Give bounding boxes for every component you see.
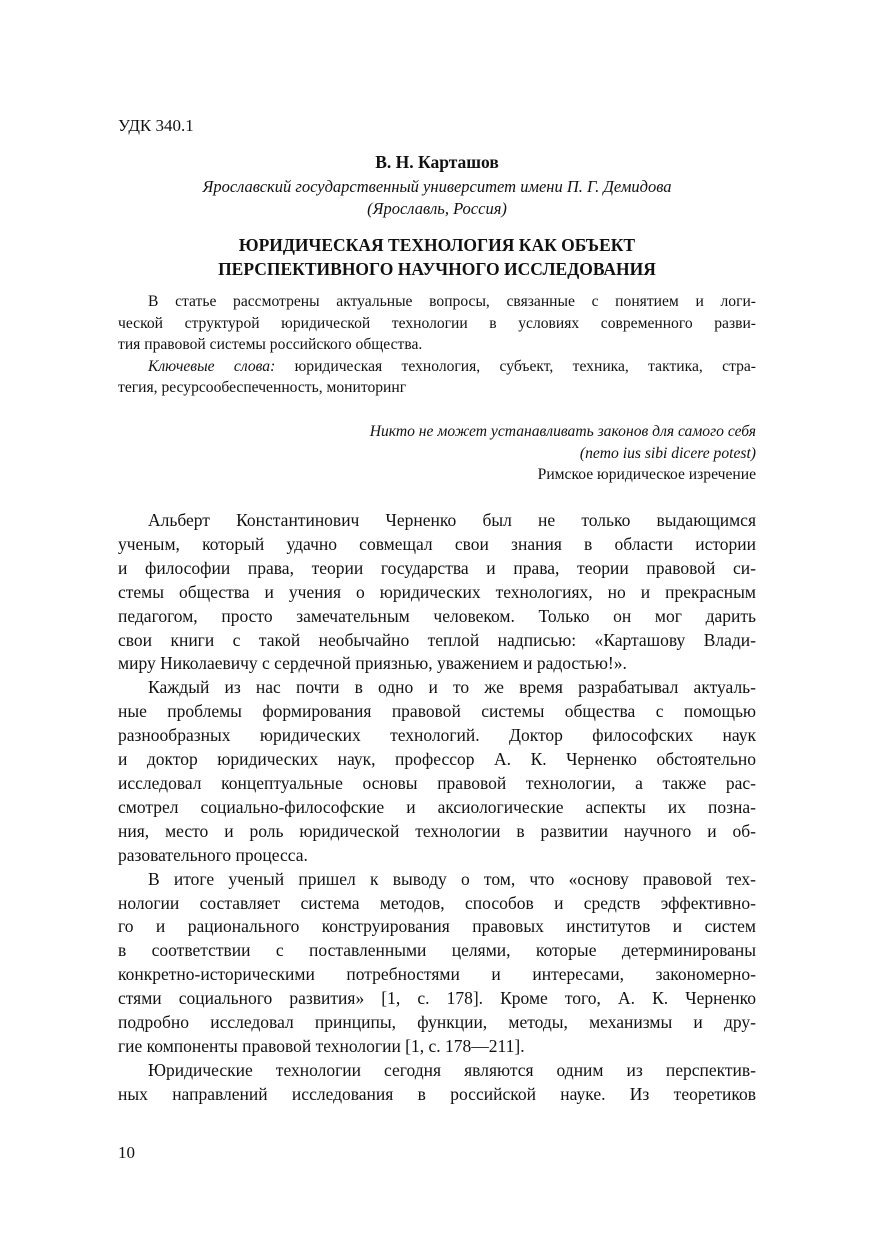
- text-line: смотрел социально-философские и аксиологические аспекты их позна-: [118, 796, 756, 817]
- page-number: 10: [118, 1143, 135, 1162]
- keywords-text: юридическая технология, субъект, техника, тактика, стра-: [294, 357, 756, 375]
- article-body: [118, 509, 756, 1107]
- body-paragraph: [118, 509, 756, 676]
- text-line: и философии права, теории государства и права, теории правовой си-: [118, 557, 756, 578]
- text-line: тегия, ресурсообеспеченность, мониторинг: [118, 379, 407, 397]
- text-line: ных направлений исследования в российской науке. Из теоретиков: [118, 1083, 756, 1104]
- text-line: разнообразных юридических технологий. Доктор философских наук: [118, 725, 756, 746]
- text-line: нологии составляет система методов, способов и средств эффективно-: [118, 892, 756, 913]
- document-page: [118, 0, 756, 1241]
- text-line: стями социального развития» [1, с. 178]. Кроме того, А. К. Черненко: [118, 988, 756, 1009]
- text-line: Каждый из нас почти в одно и то же время разрабатывал актуаль-: [148, 677, 756, 698]
- epigraph-source: Римское юридическое изречение: [537, 466, 756, 484]
- text-line: Альберт Константинович Черненко был не только выдающимся: [148, 510, 756, 530]
- title-line: ЮРИДИЧЕСКАЯ ТЕХНОЛОГИЯ КАК ОБЪЕКТ: [238, 235, 636, 255]
- text-line: ния, место и роль юридической технологии в развитии научного и об-: [118, 820, 756, 841]
- author-affiliation: [118, 176, 756, 220]
- text-line: ученым, который удачно совмещал свои знания в области истории: [118, 533, 756, 554]
- epigraph-quote: Никто не может устанавливать законов для самого себя: [369, 423, 756, 440]
- affiliation-line: (Ярославль, Россия): [367, 199, 507, 218]
- epigraph: [118, 421, 756, 486]
- text-line: свои книги с такой необычайно теплой надписью: «Карташову Влади-: [118, 629, 756, 650]
- text-line: Юридические технологии сегодня являются одним из перспектив-: [148, 1059, 756, 1080]
- body-paragraph: [118, 676, 756, 867]
- text-line: конкретно-историческими потребностями и интересами, закономерно-: [118, 964, 756, 985]
- author-name: В. Н. Карташов: [375, 152, 499, 172]
- udk-code: УДК 340.1: [118, 116, 194, 135]
- text-line: [118, 356, 756, 378]
- title-line: ПЕРСПЕКТИВНОГО НАУЧНОГО ИССЛЕДОВАНИЯ: [218, 259, 656, 279]
- text-line: ные проблемы формирования правовой системы общества с помощью: [118, 701, 756, 722]
- body-paragraph: [118, 1059, 756, 1107]
- epigraph-latin: (nemo ius sibi dicere potest): [579, 444, 756, 462]
- text-line: го и рационального конструирования правовых институтов и систем: [118, 916, 756, 937]
- affiliation-line: Ярославский государственный университет имени П. Г. Демидова: [202, 177, 672, 196]
- text-line: миру Николаевичу с сердечной приязнью, уважением и радостью!».: [118, 653, 627, 674]
- text-line: гие компоненты правовой технологии [1, с. 178—211].: [118, 1035, 525, 1056]
- text-line: и доктор юридических наук, профессор А. К. Черненко обстоятельно: [118, 749, 756, 770]
- text-line: ческой структурой юридической технологии в условиях современного разви-: [118, 314, 756, 332]
- abstract-text: [118, 291, 756, 356]
- text-line: В статье рассмотрены актуальные вопросы, связанные с понятием и логи-: [148, 293, 756, 310]
- article-title: [118, 233, 756, 281]
- text-line: стемы общества и учения о юридических технологиях, но и прекрасным: [118, 581, 756, 602]
- text-line: исследовал концептуальные основы правовой технологии, а также рас-: [118, 772, 756, 793]
- abstract: [118, 291, 756, 399]
- body-paragraph: [118, 868, 756, 1059]
- text-line: разовательного процесса.: [118, 844, 308, 865]
- text-line: подробно исследовал принципы, функции, методы, механизмы и дру-: [118, 1012, 756, 1033]
- keywords: [118, 356, 756, 399]
- keywords-label: Ключевые слова:: [148, 357, 276, 375]
- text-line: В итоге ученый пришел к выводу о том, что «основу правовой тех-: [148, 868, 756, 889]
- text-line: в соответствии с поставленными целями, которые детерминированы: [118, 940, 756, 961]
- text-line: педагогом, просто замечательным человеком. Только он мог дарить: [118, 605, 756, 626]
- text-line: тия правовой системы российского общества.: [118, 336, 423, 354]
